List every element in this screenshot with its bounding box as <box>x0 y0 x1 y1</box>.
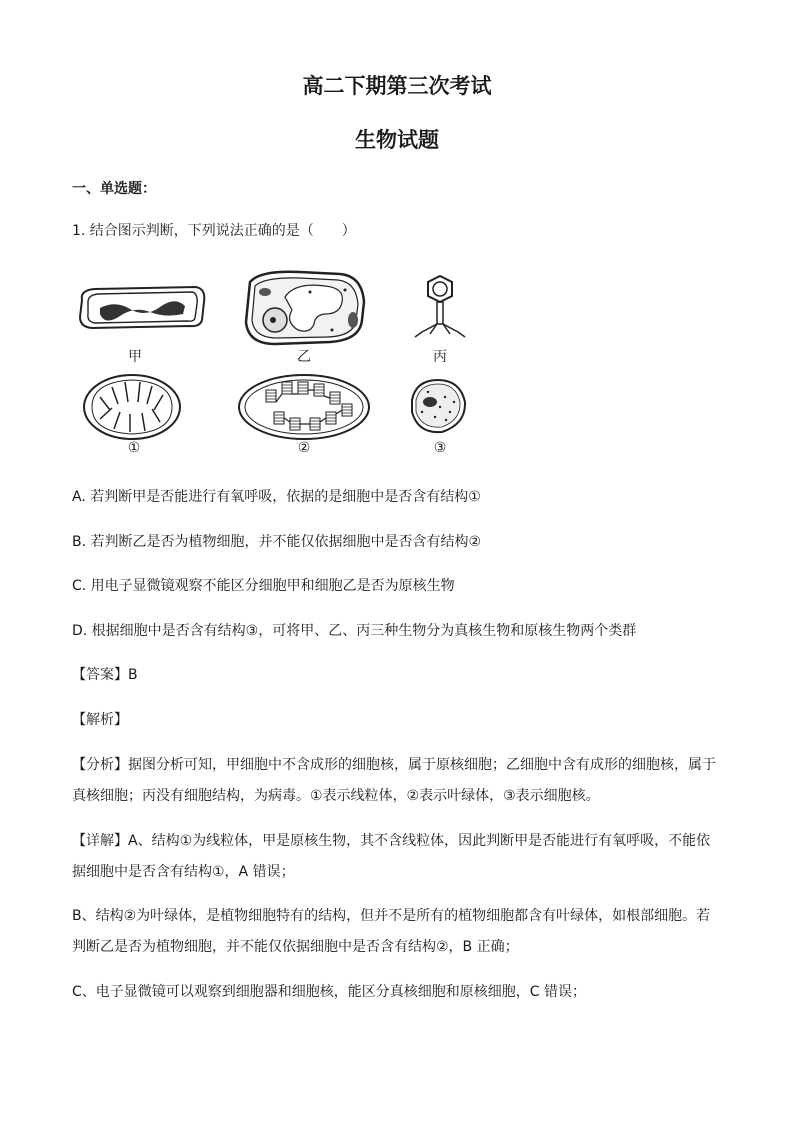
chloroplast-icon <box>239 375 369 439</box>
question-stem: 1. 结合图示判断，下列说法正确的是（ ） <box>72 223 356 239</box>
virus-icon <box>415 276 465 337</box>
analysis-heading: 【解析】 <box>72 712 128 728</box>
option-b: B. 若判断乙是否为植物细胞，并不能仅依据细胞中是否含有结构② <box>72 534 482 550</box>
analysis-fenxi <box>72 750 722 812</box>
xiangjie-tag: 【详解】 <box>72 833 128 849</box>
option-c: C. 用电子显微镜观察不能区分细胞甲和细胞乙是否为原核生物 <box>72 578 455 594</box>
plant-cell-icon <box>246 272 364 344</box>
analysis-xiangjie <box>72 826 722 888</box>
option-a: A. 若判断甲是否能进行有氧呼吸，依据的是细胞中是否含有结构① <box>72 489 481 505</box>
figure-label-yi: 乙 <box>297 349 311 365</box>
figure-label-2: ② <box>297 440 311 456</box>
figure-label-bing: 丙 <box>433 349 447 365</box>
page-title: 高二下期第三次考试 <box>302 74 492 98</box>
figure-label-1: ① <box>127 440 141 456</box>
analysis-para-c: C、电子显微镜可以观察到细胞器和细胞核，能区分真核细胞和原核细胞，C 错误； <box>72 984 586 1000</box>
analysis-para-b: B、结构②为叶绿体，是植物细胞特有的结构，但并不是所有的植物细胞都含有叶绿体，如根部细胞。若判断乙是否为植物细胞，并不能仅依据细胞中是否含有结构②，B 正确； <box>72 908 711 955</box>
fenxi-text: 据图分析可知，甲细胞中不含成形的细胞核，属于原核细胞；乙细胞中含有成形的细胞核，属于真核细胞；丙没有细胞结构，为病毒。①表示线粒体，②表示叶绿体，③表示细胞核。 <box>72 757 716 804</box>
figure-label-jia: 甲 <box>128 349 142 365</box>
fenxi-tag: 【分析】 <box>72 757 128 773</box>
prokaryote-cell-icon <box>80 287 204 328</box>
nucleus-icon <box>412 380 465 432</box>
mitochondrion-icon <box>84 375 180 439</box>
answer-tag: 【答案】 <box>72 667 128 683</box>
page-subtitle: 生物试题 <box>355 128 439 152</box>
figure-label-3: ③ <box>433 440 447 456</box>
answer-value: B <box>128 667 138 683</box>
option-d: D. 根据细胞中是否含有结构③，可将甲、乙、丙三种生物分为真核生物和原核生物两个类群 <box>72 623 637 639</box>
xiangjie-text: A、结构①为线粒体，甲是原核生物，其不含线粒体，因此判断甲是否能进行有氧呼吸，不能依据细胞中是否含有结构①，A 错误； <box>72 833 711 880</box>
answer-line <box>72 660 722 691</box>
section-heading: 一、单选题： <box>72 181 156 197</box>
